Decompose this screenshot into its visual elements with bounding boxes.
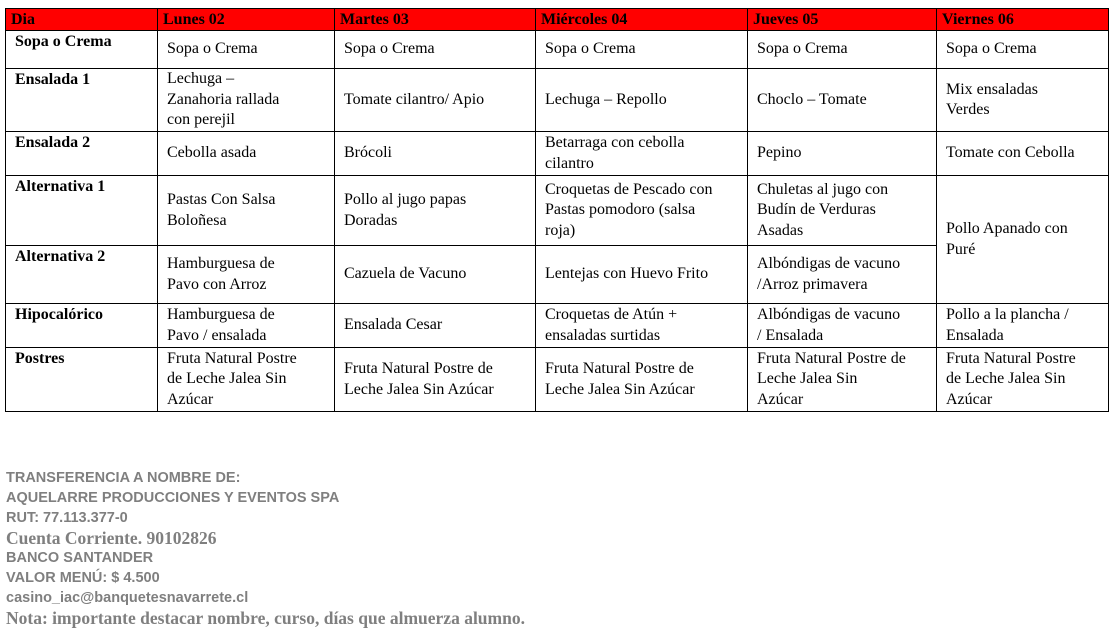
header-monday: Lunes 02 bbox=[158, 9, 335, 31]
company-name: AQUELARRE PRODUCCIONES Y EVENTOS SPA bbox=[6, 490, 340, 506]
menu-cell: Sopa o Crema bbox=[536, 31, 748, 69]
header-day: Dia bbox=[6, 9, 158, 31]
table-row bbox=[6, 31, 1109, 69]
payment-note: Nota: importante destacar nombre, curso, días que almuerza alumno. bbox=[6, 608, 525, 628]
bank-name: BANCO SANTANDER bbox=[6, 550, 154, 566]
header-friday: Viernes 06 bbox=[937, 9, 1109, 31]
table-row bbox=[6, 348, 1109, 412]
contact-email: casino_iac@banquetesnavarrete.cl bbox=[6, 590, 249, 606]
menu-cell: Sopa o Crema bbox=[748, 31, 937, 69]
table-row bbox=[6, 176, 1109, 246]
menu-cell: Croquetas de Pescado con Pastas pomodoro (salsa roja) bbox=[536, 176, 748, 246]
menu-cell: Mix ensaladas Verdes bbox=[937, 69, 1109, 132]
menu-cell: Pepino bbox=[748, 132, 937, 176]
menu-cell: Lentejas con Huevo Frito bbox=[536, 246, 748, 304]
row-label: Hipocalórico bbox=[6, 304, 158, 348]
menu-cell: Sopa o Crema bbox=[937, 31, 1109, 69]
menu-cell: Fruta Natural Postre de Leche Jalea Sin Azúcar bbox=[158, 348, 335, 412]
menu-cell: Hamburguesa de Pavo con Arroz bbox=[158, 246, 335, 304]
menu-cell: Chuletas al jugo con Budín de Verduras Asadas bbox=[748, 176, 937, 246]
menu-cell: Pollo a la plancha / Ensalada bbox=[937, 304, 1109, 348]
row-label: Sopa o Crema bbox=[6, 31, 158, 69]
menu-cell: Pollo Apanado con Puré bbox=[937, 176, 1109, 304]
row-label: Ensalada 1 bbox=[6, 69, 158, 132]
menu-cell: Cebolla asada bbox=[158, 132, 335, 176]
table-row bbox=[6, 69, 1109, 132]
row-label: Alternativa 1 bbox=[6, 176, 158, 246]
menu-cell: Fruta Natural Postre de Leche Jalea Sin Azúcar bbox=[748, 348, 937, 412]
account-number: Cuenta Corriente. 90102826 bbox=[6, 528, 217, 548]
weekly-menu-table bbox=[5, 8, 1109, 412]
menu-cell: Pollo al jugo papas Doradas bbox=[335, 176, 536, 246]
header-thursday: Jueves 05 bbox=[748, 9, 937, 31]
payment-info bbox=[6, 468, 525, 628]
table-row bbox=[6, 304, 1109, 348]
menu-cell: Croquetas de Atún + ensaladas surtidas bbox=[536, 304, 748, 348]
row-label: Ensalada 2 bbox=[6, 132, 158, 176]
menu-cell: Lechuga – Repollo bbox=[536, 69, 748, 132]
row-label: Alternativa 2 bbox=[6, 246, 158, 304]
menu-cell: Hamburguesa de Pavo / ensalada bbox=[158, 304, 335, 348]
menu-price: VALOR MENÚ: $ 4.500 bbox=[6, 570, 160, 586]
menu-cell: Cazuela de Vacuno bbox=[335, 246, 536, 304]
rut-number: RUT: 77.113.377-0 bbox=[6, 510, 128, 526]
menu-cell: Fruta Natural Postre de Leche Jalea Sin Azúcar bbox=[937, 348, 1109, 412]
menu-cell: Albóndigas de vacuno /Arroz primavera bbox=[748, 246, 937, 304]
menu-cell: Betarraga con cebolla cilantro bbox=[536, 132, 748, 176]
menu-cell: Fruta Natural Postre de Leche Jalea Sin Azúcar bbox=[335, 348, 536, 412]
row-label: Postres bbox=[6, 348, 158, 412]
header-tuesday: Martes 03 bbox=[335, 9, 536, 31]
menu-cell: Choclo – Tomate bbox=[748, 69, 937, 132]
header-row bbox=[6, 9, 1109, 31]
menu-cell: Pastas Con Salsa Boloñesa bbox=[158, 176, 335, 246]
menu-cell: Ensalada Cesar bbox=[335, 304, 536, 348]
menu-cell: Fruta Natural Postre de Leche Jalea Sin Azúcar bbox=[536, 348, 748, 412]
menu-cell: Lechuga – Zanahoria rallada con perejil bbox=[158, 69, 335, 132]
menu-cell: Albóndigas de vacuno / Ensalada bbox=[748, 304, 937, 348]
menu-cell: Tomate cilantro/ Apio bbox=[335, 69, 536, 132]
table-row bbox=[6, 132, 1109, 176]
header-wednesday: Miércoles 04 bbox=[536, 9, 748, 31]
menu-cell: Tomate con Cebolla bbox=[937, 132, 1109, 176]
menu-cell: Brócoli bbox=[335, 132, 536, 176]
transfer-heading: TRANSFERENCIA A NOMBRE DE: bbox=[6, 470, 241, 486]
menu-cell: Sopa o Crema bbox=[158, 31, 335, 69]
menu-cell: Sopa o Crema bbox=[335, 31, 536, 69]
